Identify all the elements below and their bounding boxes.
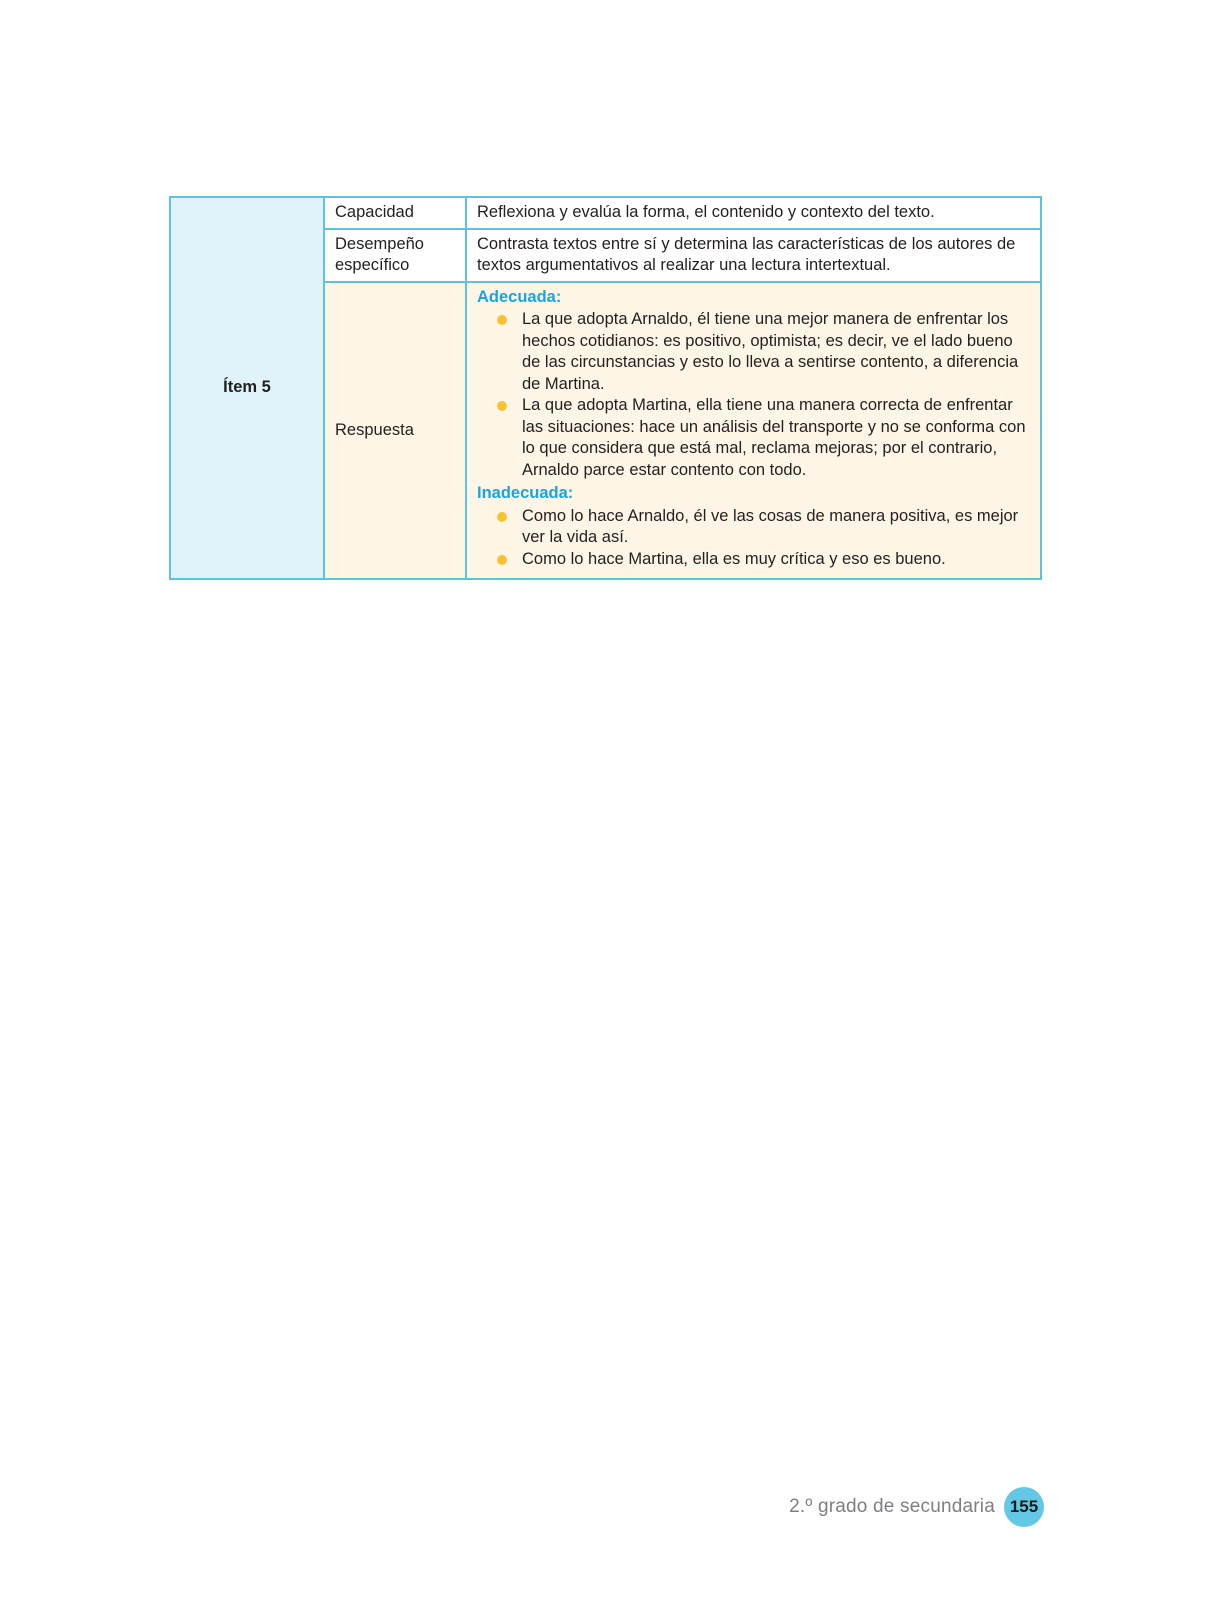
page-number-badge: 155 — [1004, 1487, 1044, 1527]
response-label: Respuesta — [324, 282, 466, 580]
capacity-label: Capacidad — [324, 197, 466, 229]
bullet-dot-icon — [497, 555, 507, 565]
grade-label: 2.º grado de secundaria — [789, 1496, 995, 1517]
inadequate-heading: Inadecuada: — [477, 484, 574, 502]
rubric-table — [169, 196, 1042, 580]
inadequate-list — [477, 506, 1030, 571]
list-item — [522, 549, 1030, 571]
list-item — [522, 309, 1030, 395]
item-label-cell — [170, 197, 324, 579]
bullet-dot-icon — [497, 512, 507, 522]
list-item-text: Como lo hace Arnaldo, él ve las cosas de manera positiva, es mejor ver la vida así. — [522, 506, 1019, 546]
list-item-text: La que adopta Arnaldo, él tiene una mejor manera de enfrentar los hechos cotidianos: es positivo, optimista; es decir, ve el lado bueno de las circunstancias y esto lo lleva a sentirse contento, a diferencia de Martina. — [522, 310, 1019, 393]
table-row — [170, 197, 1041, 229]
bullet-dot-icon — [497, 315, 507, 325]
bullet-dot-icon — [497, 401, 507, 411]
list-item-text: Como lo hace Martina, ella es muy crítica y eso es bueno. — [522, 549, 946, 568]
performance-label: Desempeño específico — [324, 229, 466, 282]
adequate-list — [477, 309, 1030, 481]
capacity-text: Reflexiona y evalúa la forma, el contenido y contexto del texto. — [466, 197, 1041, 229]
item-label: Ítem 5 — [223, 378, 271, 397]
response-cell — [466, 282, 1041, 580]
performance-text: Contrasta textos entre sí y determina las características de los autores de textos argumentativos al realizar una lectura intertextual. — [466, 229, 1041, 282]
list-item — [522, 506, 1030, 549]
page-footer — [789, 1487, 1044, 1527]
adequate-heading: Adecuada: — [477, 287, 562, 306]
list-item — [522, 395, 1030, 481]
list-item-text: La que adopta Martina, ella tiene una manera correcta de enfrentar las situaciones: hace un análisis del transporte y no se conforma con lo que considera que está mal, reclama mejoras; por el contrario, Arnaldo parce estar contento con todo. — [522, 396, 1026, 479]
